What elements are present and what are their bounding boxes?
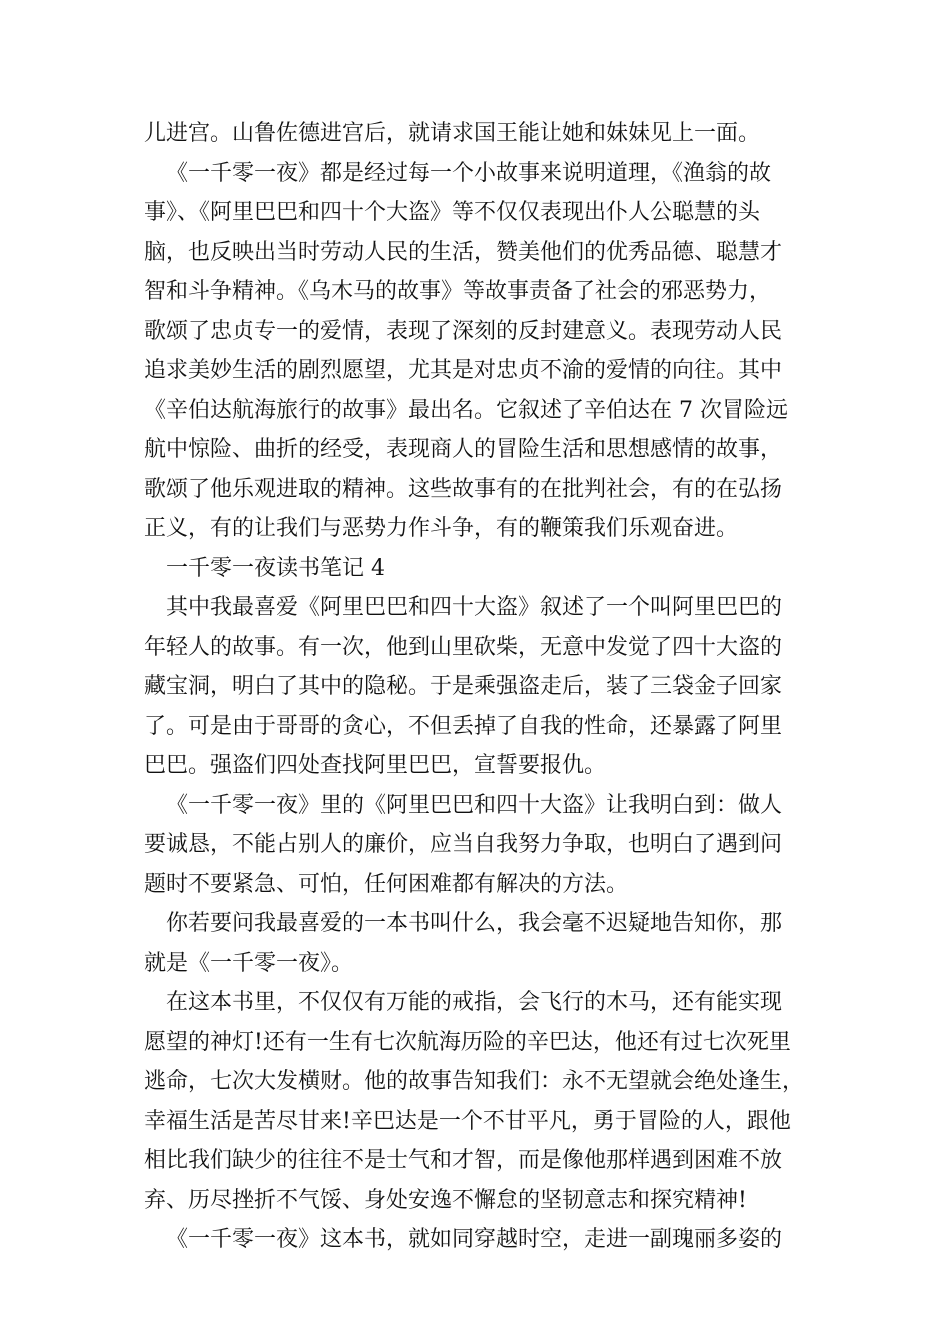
document-body — [144, 114, 814, 1260]
paragraph-alibaba-story: 其中我最喜爱《阿里巴巴和四十大盗》叙述了一个叫阿里巴巴的 年轻人的故事。有一次，他到山里砍柴，无意中发觉了四十大盗的 藏宝洞，明白了其中的隐秘。于是乘强盗走后，装了三袋金子回家 了。可是由于哥哥的贪心，不但丢掉了自我的性命，还暴露了阿里 巴巴。强盗们四处查找阿里巴巴，宣誓要报仇。 — [144, 595, 783, 778]
paragraph-closing: 《一千零一夜》这本书，就如同穿越时空，走进一副瑰丽多姿的 — [166, 1227, 783, 1252]
paragraph-continuation: 儿进宫。山鲁佐德进宫后，就请求国王能让她和妹妹见上一面。 — [144, 121, 761, 146]
section-heading: 一千零一夜读书笔记 4 — [166, 555, 385, 581]
paragraph-overview: 《一千零一夜》都是经过每一个小故事来说明道理，《渔翁的故 事》、《阿里巴巴和四十个大盗》等不仅仅表现出仆人公聪慧的头 脑，也反映出当时劳动人民的生活，赞美他们的优秀品德、聪慧才 智和斗争精神。《乌木马的故事》等故事责备了社会的邪恶势力， 歌颂了忠贞专一的爱情，表现了深刻的反封建意义。表现劳动人民 追求美妙生活的剧烈愿望，尤其是对忠贞不渝的爱情的向往。其中 《辛伯达航海旅行的故事》最出名。它叙述了辛伯达在 7 次冒险远 航中惊险、曲折的经受，表现商人的冒险生活和思想感情的故事， 歌颂了他乐观进取的精神。这些故事有的在批判社会，有的在弘扬 正义，有的让我们与恶势力作斗争，有的鞭策我们乐观奋进。 — [144, 160, 788, 541]
paragraph-sinbad: 在这本书里，不仅仅有万能的戒指，会飞行的木马，还有能实现 愿望的神灯!还有一生有七次航海历险的辛巴达，他还有过七次死里 逃命，七次大发横财。他的故事告知我们：永不无望就会绝处逢生， 幸福生活是苦尽甘来!辛巴达是一个不甘平凡，勇于冒险的人，跟他 相比我们缺少的往往不是士气和才智，而是像他那样遇到困难不放 弃、历尽挫折不气馁、身处安逸不懈怠的坚韧意志和探究精神! — [144, 990, 805, 1213]
paragraph-lesson: 《一千零一夜》里的《阿里巴巴和四十大盗》让我明白到：做人 要诚恳，不能占别人的廉价，应当自我努力争取，也明白了遇到问 题时不要紧急、可怕，任何困难都有解决的方法。 — [144, 792, 783, 897]
paragraph-favorite-book: 你若要问我最喜爱的一本书叫什么，我会毫不迟疑地告知你，那 就是《一千零一夜》。 — [144, 911, 783, 976]
